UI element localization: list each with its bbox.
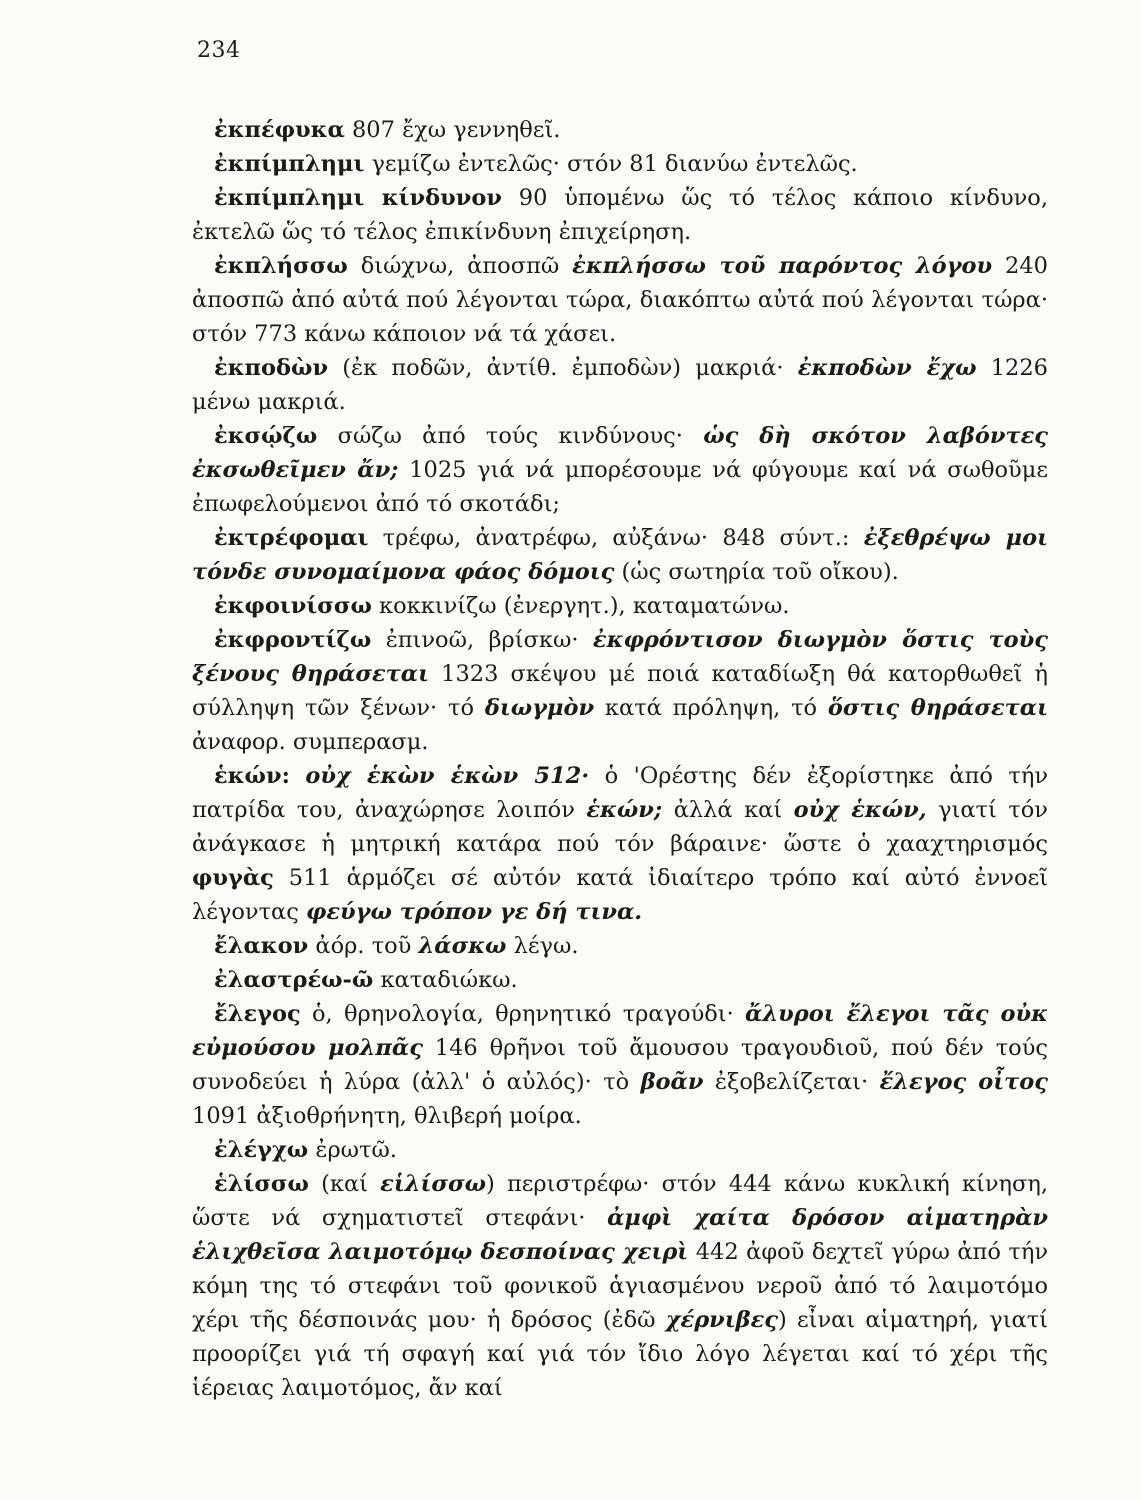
- gloss-text: ἀναφορ. συμπερασμ.: [192, 729, 429, 755]
- greek-quote: φεύγω τρόπον γε δή τινα.: [305, 899, 643, 925]
- headword: ἐκφοινίσσω: [214, 593, 372, 619]
- greek-quote: ἑκών;: [586, 797, 663, 823]
- headword: ἐκπίμπλημι κίνδυνον: [214, 185, 503, 211]
- gloss-text: ὁ, θρηνολογία, θρηνητικό τραγούδι·: [300, 1001, 746, 1027]
- greek-quote: βοᾶν: [640, 1069, 704, 1095]
- greek-quote: ἐκπλήσσω τοῦ παρόντος λόγου: [572, 253, 993, 279]
- glossary-entry: [192, 113, 1048, 147]
- gloss-text: 511 ἁρμόζει σέ αὐτόν κατά ἰδιαίτερο τρόπο καί αὐτό ἐννοεῖ λέγοντας: [192, 865, 1048, 925]
- headword: ἐκποδὼν: [214, 355, 329, 381]
- headword: ἐκπλήσσω: [214, 253, 348, 279]
- gloss-text: 1025 γιά νά μπορέσουμε νά φύγουμε καί νά σωθοῦμε ἐπωφελούμενοι ἀπό τό σκοτάδι;: [192, 457, 1048, 517]
- greek-quote: ἄλυροι ἔλεγοι τᾶς οὐκ εὐμούσου μολπᾶς: [192, 1001, 1048, 1061]
- gloss-text: διώχνω, ἀποσπῶ: [347, 253, 573, 279]
- page-number: 234: [197, 38, 241, 63]
- headword: φυγὰς: [192, 865, 274, 891]
- gloss-text: 807 ἔχω γεννηθεῖ.: [344, 117, 561, 143]
- glossary-entry: [192, 963, 1048, 997]
- gloss-text: ἐρωτῶ.: [308, 1137, 397, 1163]
- headword: ἑλίσσω: [214, 1171, 309, 1197]
- headword: ἐκσῴζω: [214, 423, 318, 449]
- gloss-text: λέγω.: [506, 933, 579, 959]
- gloss-text: (καί: [308, 1171, 381, 1197]
- headword: ἐκπέφυκα: [214, 117, 345, 143]
- gloss-text: ) περιστρέφω· στόν 444 κάνω κυκλική κίνηση, ὥστε νά σχηματιστεῖ στεφάνι·: [192, 1171, 1048, 1231]
- greek-quote: οὐχ ἑκὼν ἑκὼν 512·: [305, 763, 590, 789]
- greek-quote: οὐχ ἑκών,: [793, 797, 927, 823]
- glossary-entry: [192, 147, 1048, 181]
- gloss-text: ἐπινοῶ, βρίσκω·: [371, 627, 593, 653]
- gloss-text: 442 ἀφοῦ δεχτεῖ γύρω ἀπό τήν κόμη της τό στεφάνι τοῦ φονικοῦ ἁγιασμένου νεροῦ ἀπό τό λαιμοτόμο χέρι τῆς δέσποινάς μου· ἡ δρόσος (ἐδῶ: [192, 1239, 1048, 1333]
- headword: ἔλεγος: [214, 1001, 301, 1027]
- gloss-text: κατά πρόληψη, τό: [594, 695, 828, 721]
- gloss-text: 90 ὑπομένω ὥς τό τέλος κάποιο κίνδυνο, ἐκτελῶ ὥς τό τέλος ἐπικίνδυνη ἐπιχείρηση.: [192, 185, 1049, 245]
- gloss-text: (ἐκ ποδῶν, ἀντίθ. ἐμποδὼν) μακριά·: [328, 355, 798, 381]
- headword: ἑκών:: [214, 763, 290, 789]
- gloss-text: σώζω ἀπό τούς κινδύνους·: [317, 423, 704, 449]
- glossary-entry: [192, 521, 1048, 589]
- greek-quote: ἀμφὶ χαίτα δρόσον αἱματηρὰν ἑλιχθεῖσα λαιμοτόμῳ δεσποίνας χειρὶ: [192, 1205, 1048, 1265]
- gloss-text: (ὡς σωτηρία τοῦ οἴκου).: [614, 559, 899, 585]
- gloss-text: ) εἶναι αἱματηρή, γιατί προορίζει γιά τή σφαγή καί γιά τόν ἴδιο λόγο λέγεται καί τό χέρι τῆς ἱέρειας λαιμοτόμος, ἄν καί: [192, 1307, 1048, 1401]
- headword: ἐκφροντίζω: [214, 627, 372, 653]
- gloss-text: ἐξοβελίζεται·: [703, 1069, 880, 1095]
- greek-quote: ἐξεθρέψω μοι τόνδε συνομαίμονα φάος δόμοις: [192, 525, 1048, 585]
- gloss-text: γιατί τόν ἀνάγκασε ἡ μητρική κατάρα πού τόν βάραινε· ὥστε ὁ χααχτηρισμός: [192, 797, 1048, 857]
- glossary-entry: [192, 929, 1048, 963]
- greek-quote: ὡς δὴ σκότον λαβόντες ἐκσωθεῖμεν ἄν;: [192, 423, 1048, 483]
- greek-quote: λάσκω: [418, 933, 507, 959]
- headword: ἐκτρέφομαι: [214, 525, 369, 551]
- glossary-entry: [192, 759, 1048, 929]
- glossary-entry: [192, 249, 1048, 351]
- headword: ἔλακον: [214, 933, 309, 959]
- gloss-text: ἀόρ. τοῦ: [308, 933, 419, 959]
- glossary-entry: [192, 181, 1048, 249]
- glossary-entry: [192, 623, 1048, 759]
- glossary-entry: [192, 997, 1048, 1133]
- headword: ἐκπίμπλημι: [214, 151, 365, 177]
- glossary-entry: [192, 1167, 1048, 1405]
- greek-quote: ἐκφρόντισον διωγμὸν ὅστις τοὺς ξένους θηράσεται: [192, 627, 1048, 687]
- gloss-text: [290, 763, 305, 789]
- gloss-text: καταδιώκω.: [373, 967, 518, 993]
- gloss-text: 1323 σκέψου μέ ποιά καταδίωξη θά κατορθωθεῖ ἡ σύλληψη τῶν ξένων· τό: [192, 661, 1048, 721]
- greek-quote: ἐκποδὼν ἔχω: [797, 355, 977, 381]
- glossary-entries: [192, 113, 1048, 1405]
- greek-quote: εἱλίσσω: [380, 1171, 487, 1197]
- headword: ἐλαστρέω-ῶ: [214, 967, 374, 993]
- glossary-entry: [192, 589, 1048, 623]
- glossary-entry: [192, 351, 1048, 419]
- gloss-text: 146 θρῆνοι τοῦ ἄμουσου τραγουδιοῦ, πού δέν τούς συνοδεύει ἡ λύρα (ἀλλ' ὁ αὐλός)· τὸ: [192, 1035, 1048, 1095]
- gloss-text: 1091 ἀξιοθρήνητη, θλιβερή μοίρα.: [192, 1103, 582, 1129]
- greek-quote: ὅστις θηράσεται: [827, 695, 1048, 721]
- glossary-entry: [192, 1133, 1048, 1167]
- gloss-text: τρέφω, ἀνατρέφω, αὐξάνω· 848 σύντ.:: [368, 525, 864, 551]
- gloss-text: 240 ἀποσπῶ ἀπό αὐτά πού λέγονται τώρα, διακόπτω αὐτά πού λέγονται τώρα· στόν 773 κάνω κάποιον νά τά χάσει.: [192, 253, 1048, 347]
- glossary-entry: [192, 419, 1048, 521]
- greek-quote: διωγμὸν: [484, 695, 595, 721]
- gloss-text: ὁ 'Ορέστης δέν ἐξορίστηκε ἀπό τήν πατρίδα του, ἀναχώρησε λοιπόν: [192, 763, 1048, 823]
- gloss-text: γεμίζω ἐντελῶς· στόν 81 διανύω ἐντελῶς.: [364, 151, 858, 177]
- headword: ἐλέγχω: [214, 1137, 309, 1163]
- gloss-text: κοκκινίζω (ἐνεργητ.), καταματώνω.: [371, 593, 790, 619]
- gloss-text: ἀλλά καί: [662, 797, 794, 823]
- greek-quote: ἔλεγος οἶτος: [879, 1069, 1049, 1095]
- greek-quote: χέρνιβες: [665, 1307, 778, 1333]
- gloss-text: 1226 μένω μακριά.: [192, 355, 1049, 415]
